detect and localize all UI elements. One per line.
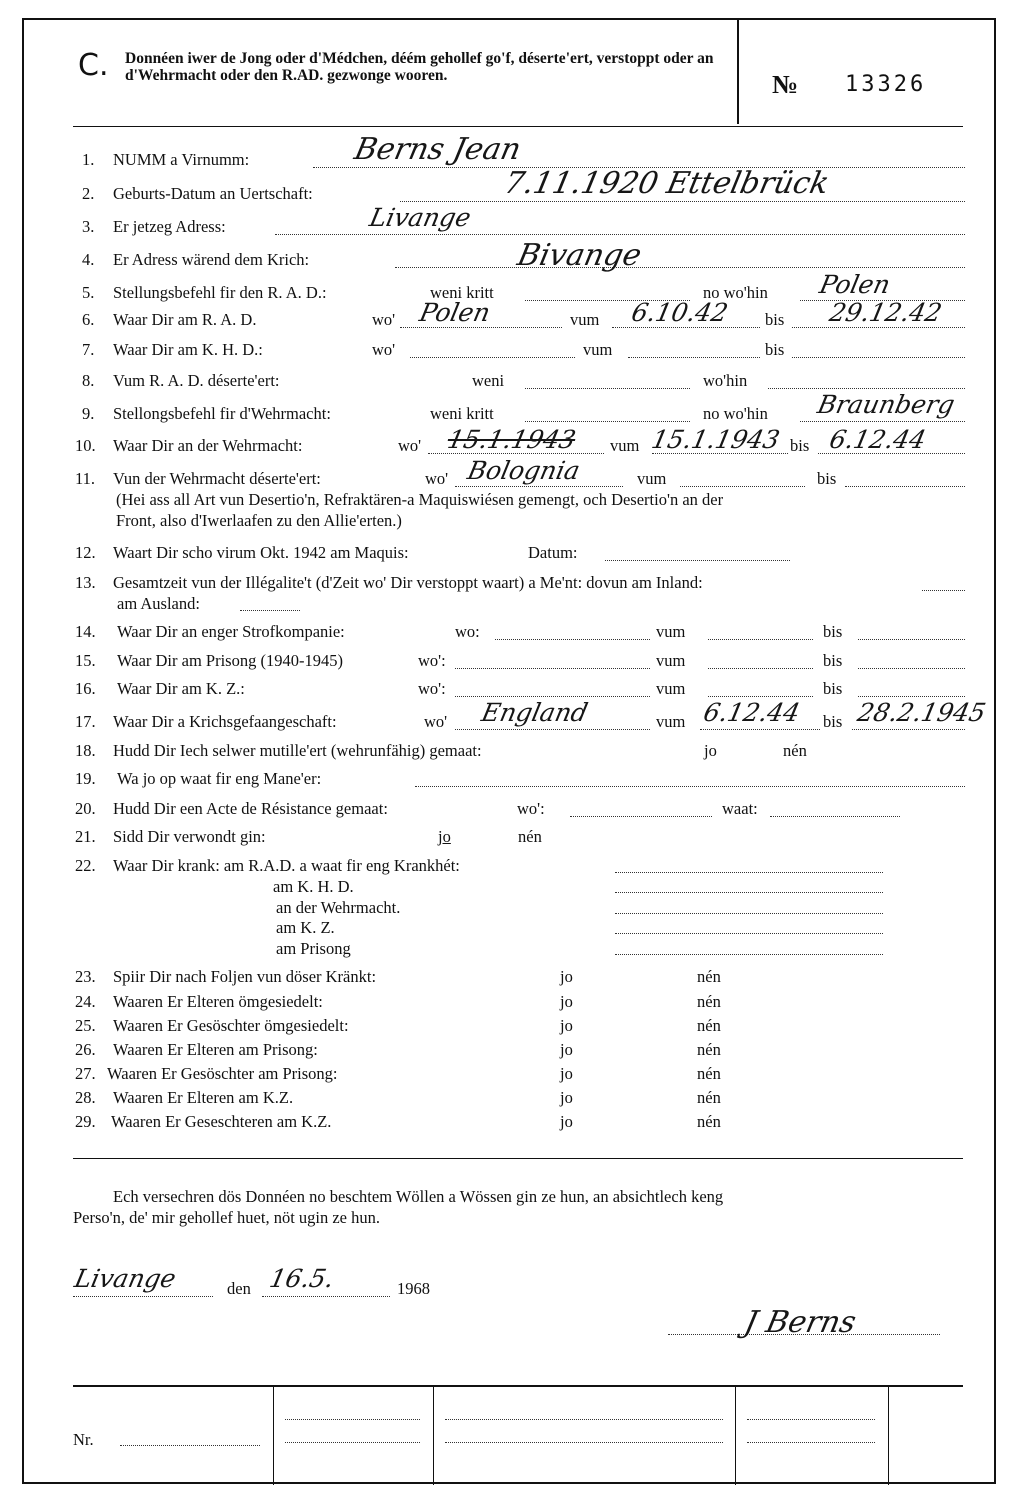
row-number: 13. [75,573,96,592]
form-number: 13326 [845,72,927,97]
row-number: 6. [82,310,95,329]
war-address-value: Bivange [514,238,645,273]
table-cell-field[interactable] [445,1442,723,1443]
illegality-label: Gesamtzeit vun der Illégalite't (d'Zeit wo' Dir verstoppt waart) a Me'nt: dovun am Inland: [113,573,703,592]
address-label: Er jetzeg Adress: [113,217,226,236]
wo-label: wo: [455,622,480,641]
pow-where-value: England [478,698,591,727]
rad-order-where-value: Polen [816,270,893,299]
bis-label: bis [823,622,843,641]
table-cell-field[interactable] [747,1419,875,1420]
khd-where-field[interactable] [410,357,575,358]
row-number: 5. [82,283,95,302]
place-field[interactable] [73,1296,213,1297]
no-option[interactable]: nén [697,992,721,1011]
siblings-prison-label: Waaren Er Gesöschter am Prisong: [107,1064,338,1083]
wehrmacht-desert-label: Vun der Wehrmacht déserte'ert: [113,469,321,488]
war-address-field[interactable] [395,267,965,268]
row-number: 16. [75,679,96,698]
khd-from-field[interactable] [628,357,760,358]
wehrmacht-desert-to-field[interactable] [845,486,965,487]
bis-label: bis [823,679,843,698]
name-label: NUMM a Virnumm: [113,150,250,169]
rad-order-label: Stellungsbefehl fir den R. A. D.: [113,283,327,302]
yes-option[interactable]: jo [560,1064,573,1083]
wehrmacht-label: Waar Dir an der Wehrmacht: [113,436,303,455]
kz-to-field[interactable] [858,696,965,697]
row-number: 9. [82,404,95,423]
address-value: Livange [366,203,474,232]
khd-label: Waar Dir am K. H. D.: [113,340,263,359]
yes-option[interactable]: jo [560,1088,573,1107]
maquis-date-field[interactable] [605,560,790,561]
vum-label: vum [656,679,686,698]
illness-khd-label: am K. H. D. [273,877,354,896]
row-number: 24. [75,992,96,1011]
table-divider [433,1387,434,1485]
strofkompanie-to-field[interactable] [858,639,965,640]
address-field[interactable] [275,234,965,235]
prisong-where-field[interactable] [455,668,650,669]
rad-from-field[interactable] [612,327,760,328]
yes-option[interactable]: jo [560,992,573,1011]
birth-field[interactable] [400,201,965,202]
weni-label: weni kritt [430,283,494,302]
row-number: 21. [75,827,96,846]
resistance-label: Hudd Dir een Acte de Résistance gemaat: [113,799,388,818]
parents-prison-label: Waaren Er Elteren am Prisong: [113,1040,318,1059]
row-number: 22. [75,856,96,875]
no-option[interactable]: nén [697,1088,721,1107]
no-option[interactable]: nén [783,741,807,760]
rad-desert-label: Vum R. A. D. déserte'ert: [113,371,280,390]
date-value: 16.5. [266,1264,337,1293]
yes-option[interactable]: jo [704,741,717,760]
section-letter: C. [78,48,109,83]
weni-label: weni kritt [430,404,494,423]
wohin-label: no wo'hin [703,404,768,423]
no-option[interactable]: nén [697,1016,721,1035]
desertion-note-2: Front, also d'Iwerlaafen zu den Allie'erten.) [116,511,402,530]
illness-wehrmacht-field[interactable] [615,913,883,914]
row-number: 27. [75,1064,96,1083]
wo-label: wo' [424,712,448,731]
yes-option[interactable]: jo [438,827,451,846]
illness-label: Waar Dir krank: am R.A.D. a waat fir eng Krankhét: [113,856,460,875]
rad-desert-where-field[interactable] [768,388,965,389]
row-number: 8. [82,371,95,390]
manner-field[interactable] [415,786,965,787]
desertion-note-1: (Hei ass all Art vun Desertio'n, Refraktären-a Maquiswiésen gemengt, och Desertio'n an der [116,490,724,509]
registry-table [73,1385,963,1485]
header-divider [737,20,739,124]
siblings-resettled-label: Waaren Er Gesöschter ömgesiedelt: [113,1016,349,1035]
no-option[interactable]: nén [697,1112,721,1131]
wehrmacht-desert-where-value: Bolognia [464,456,583,485]
vum-label: vum [637,469,667,488]
row-number: 25. [75,1016,96,1035]
bis-label: bis [765,340,785,359]
row-number: 15. [75,651,96,670]
wohin-label: wo'hin [703,371,748,390]
nr-field[interactable] [120,1445,260,1446]
row-number: 17. [75,712,96,731]
row-number: 19. [75,769,96,788]
row-number: 3. [82,217,95,236]
pow-from-field[interactable] [700,729,820,730]
wo-label: wo' [372,340,396,359]
row-number: 29. [75,1112,96,1131]
number-symbol: № [772,70,799,99]
row-number: 20. [75,799,96,818]
vum-label: vum [656,712,686,731]
row-number: 12. [75,543,96,562]
row-number: 1. [82,150,95,169]
wehrmacht-order-where-value: Braunberg [814,390,958,419]
wo-label: wo' [372,310,396,329]
wehrmacht-where-value: 15.1.1943 [444,425,579,454]
illness-wehrmacht-label: an der Wehrmacht. [276,898,401,917]
no-option[interactable]: nén [518,827,542,846]
section-rule [73,1158,963,1159]
table-cell-field[interactable] [285,1419,420,1420]
yes-option[interactable]: jo [560,1112,573,1131]
consequences-label: Spiir Dir nach Foljen vun döser Kränkt: [113,967,377,986]
pow-to-field[interactable] [852,729,965,730]
vum-label: vum [610,436,640,455]
bis-label: bis [817,469,837,488]
pow-label: Waar Dir a Krichsgefaangeschaft: [113,712,337,731]
wehrmacht-to-value: 6.12.44 [826,425,929,454]
siblings-kz-label: Waaren Er Geseschteren am K.Z. [111,1112,332,1131]
weni-label: weni [472,371,505,390]
strofkompanie-label: Waar Dir an enger Strofkompanie: [117,622,345,641]
row-number: 23. [75,967,96,986]
table-divider [735,1387,736,1485]
illness-kz-label: am K. Z. [276,918,335,937]
table-cell-field[interactable] [285,1442,420,1443]
birth-value: 7.11.1920 Ettelbrück [501,166,833,201]
row-number: 4. [82,250,95,269]
row-number: 28. [75,1088,96,1107]
yes-option[interactable]: jo [560,1016,573,1035]
rad-to-field[interactable] [792,327,965,328]
wounded-label: Sidd Dir verwondt gin: [113,827,266,846]
wehrmacht-order-when-field[interactable] [525,421,690,422]
resistance-what-field[interactable] [770,816,900,817]
parents-resettled-label: Waaren Er Elteren ömgesiedelt: [113,992,323,1011]
illegality-abroad-field[interactable] [240,610,300,611]
vum-label: vum [656,622,686,641]
bis-label: bis [823,651,843,670]
yes-option[interactable]: jo [560,1040,573,1059]
row-number: 10. [75,436,96,455]
prisong-from-field[interactable] [708,668,813,669]
maquis-label: Waart Dir scho virum Okt. 1942 am Maquis: [113,543,409,562]
signature-value: J Berns [741,1305,860,1340]
datum-label: Datum: [528,543,578,562]
vum-label: vum [656,651,686,670]
pow-from-value: 6.12.44 [700,698,803,727]
declaration-line-2: Perso'n, de' mir gehollef huet, nöt ugin ze hun. [73,1208,381,1227]
rad-where-field[interactable] [400,327,562,328]
row-number: 18. [75,741,96,760]
den-label: den [227,1279,251,1298]
vum-label: vum [583,340,613,359]
wehrmacht-from-value: 15.1.1943 [648,425,783,454]
no-option[interactable]: nén [697,1040,721,1059]
illness-kz-field[interactable] [615,933,883,934]
vum-label: vum [570,310,600,329]
pow-where-field[interactable] [455,729,650,730]
no-option[interactable]: nén [697,1064,721,1083]
wehrmacht-order-label: Stellongsbefehl fir d'Wehrmacht: [113,404,331,423]
row-number: 7. [82,340,95,359]
khd-to-field[interactable] [792,357,965,358]
wo-label: wo' [398,436,422,455]
war-address-label: Er Adress wärend dem Krich: [113,250,310,269]
illegality-inland-field[interactable] [922,590,965,591]
rad-from-value: 6.10.42 [628,298,731,327]
prisong-to-field[interactable] [858,668,965,669]
rad-to-value: 29.12.42 [826,298,945,327]
manner-label: Wa jo op waat fir eng Mane'er: [117,769,322,788]
mutilate-label: Hudd Dir Iech selwer mutille'ert (wehrunfähig) gemaat: [113,741,482,760]
nr-label: Nr. [73,1430,94,1449]
header-rule [73,126,963,127]
wo-label: wo': [517,799,545,818]
wehrmacht-order-where-field[interactable] [800,421,965,422]
table-cell-field[interactable] [445,1419,723,1420]
parents-kz-label: Waaren Er Elteren am K.Z. [113,1088,294,1107]
strofkompanie-from-field[interactable] [708,639,813,640]
pow-to-value: 28.2.1945 [854,698,989,727]
row-number: 2. [82,184,95,203]
row-number: 11. [75,469,96,488]
row-number: 26. [75,1040,96,1059]
resistance-where-field[interactable] [570,816,712,817]
no-option[interactable]: nén [697,967,721,986]
bis-label: bis [823,712,843,731]
wehrmacht-desert-from-field[interactable] [680,486,805,487]
rad-label: Waar Dir am R. A. D. [113,310,257,329]
illness-prisong-field[interactable] [615,954,883,955]
wo-label: wo': [418,679,446,698]
year-label: 1968 [397,1279,430,1298]
abroad-label: am Ausland: [117,594,200,613]
strofkompanie-where-field[interactable] [495,639,650,640]
wo-label: wo': [418,651,446,670]
bis-label: bis [765,310,785,329]
wehrmacht-desert-where-field[interactable] [455,486,623,487]
declaration-line-1: Ech versechren dös Donnéen no beschtem Wöllen a Wössen gin ze hun, an absichtlech keng [113,1187,724,1206]
section-title: Donnéen iwer de Jong oder d'Médchen, déém gehollef go'f, déserte'ert, verstoppt oder an d'Wehrmacht oder den R.AD. gezwonge wooren. [125,50,714,84]
wohin-label: no wo'hin [703,283,768,302]
kz-from-field[interactable] [708,696,813,697]
kz-label: Waar Dir am K. Z.: [117,679,245,698]
bis-label: bis [790,436,810,455]
illness-khd-field[interactable] [615,892,883,893]
yes-option[interactable]: jo [560,967,573,986]
kz-where-field[interactable] [455,696,650,697]
waat-label: waat: [722,799,758,818]
row-number: 14. [75,622,96,641]
prisong-label: Waar Dir am Prisong (1940-1945) [117,651,343,670]
table-divider [888,1387,889,1485]
place-value: Livange [71,1264,179,1293]
rad-desert-when-field[interactable] [525,388,690,389]
name-value: Berns Jean [351,132,525,167]
table-cell-field[interactable] [747,1442,875,1443]
illness-rad-field[interactable] [615,872,883,873]
wo-label: wo' [425,469,449,488]
rad-where-value: Polen [416,298,493,327]
birth-label: Geburts-Datum an Uertschaft: [113,184,313,203]
illness-prisong-label: am Prisong [276,939,351,958]
date-field[interactable] [262,1296,390,1297]
table-divider [273,1387,274,1485]
